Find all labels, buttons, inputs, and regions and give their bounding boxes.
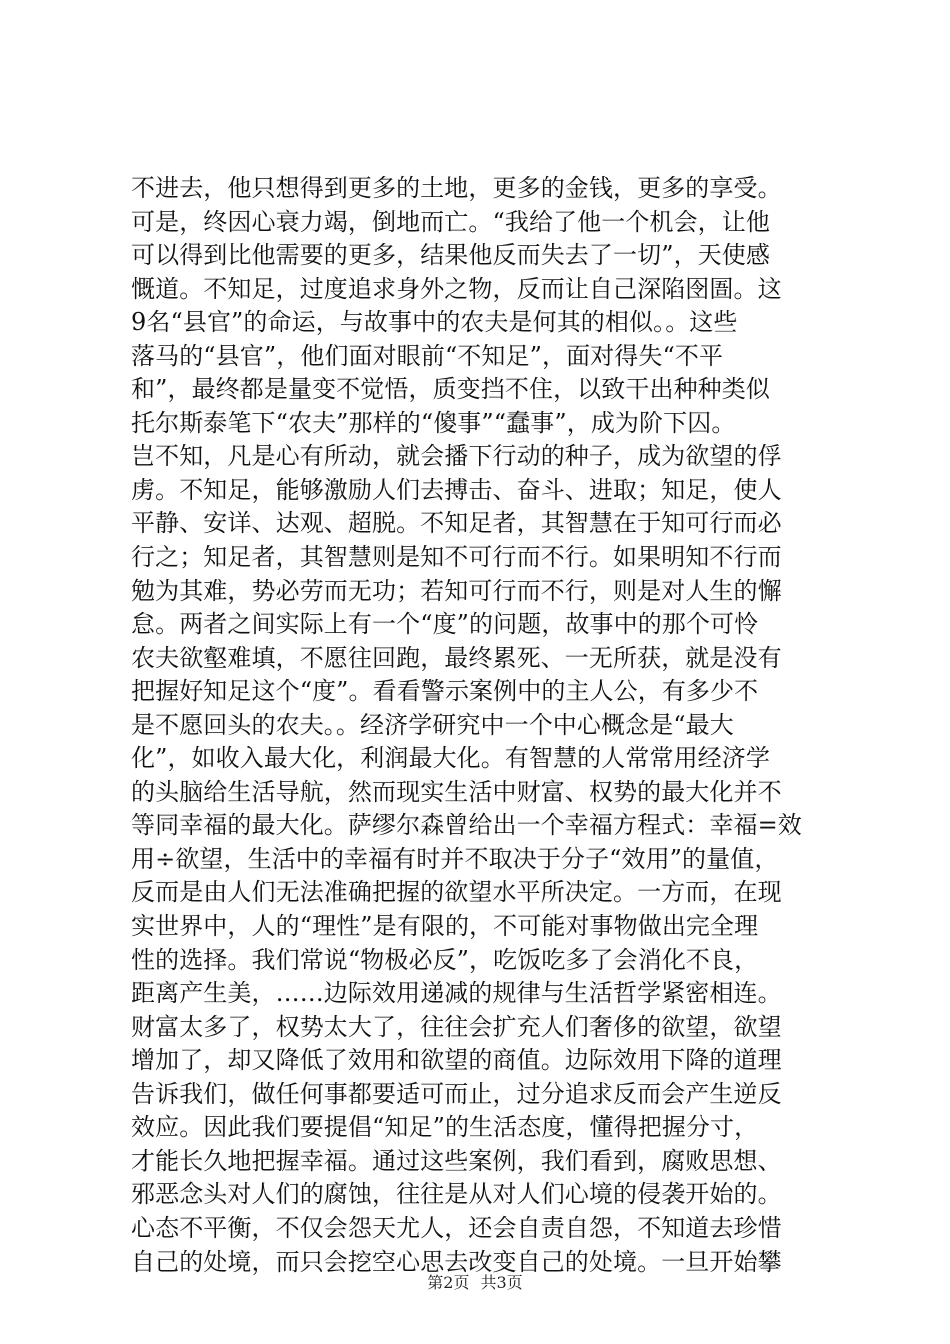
text-line: 增加了，却又降低了效用和欲望的商值。边际效用下降的道理	[131, 1046, 782, 1075]
text-line: 化”，如收入最大化，利润最大化。有智慧的人常常用经济学	[131, 744, 770, 773]
text-line: 怠。两者之间实际上有一个“度”的问题，故事中的那个可怜	[131, 610, 759, 639]
text-line: 农夫欲壑难填，不愿往回跑，最终累死、一无所获，就是没有	[131, 643, 782, 672]
text-line: 实世界中，人的“理性”是有限的，不可能对事物做出完全理	[131, 912, 759, 941]
text-line: 慨道。不知足，过度追求身外之物，反而让自己深陷囹圄。这	[131, 274, 782, 303]
text-line: 和”，最终都是量变不觉悟，质变挡不住，以致干出种种类似	[131, 375, 770, 404]
text-line: 性的选择。我们常说“物极必反”，吃饭吃多了会消化不良，	[131, 945, 759, 974]
text-line: 告诉我们，做任何事都要适可而止，过分追求反而会产生逆反	[131, 1079, 782, 1108]
page-number: 第2页	[427, 1273, 470, 1292]
text-line: 可以得到比他需要的更多，结果他反而失去了一切”，天使感	[131, 241, 770, 270]
text-line: 财富太多了，权势太大了，往往会扩充人们奢侈的欲望，欲望	[131, 1012, 782, 1041]
text-line: 勉为其难，势必劳而无功；若知可行而不行，则是对人生的懈	[131, 576, 782, 605]
text-line: 可是，终因心衰力竭，倒地而亡。“我给了他一个机会，让他	[131, 207, 770, 236]
text-line: 岂不知，凡是心有所动，就会播下行动的种子，成为欲望的俘	[131, 442, 782, 471]
text-line: 9名“县官”的命运，与故事中的农夫是何其的相似。。这些	[131, 308, 738, 337]
page-total: 共3页	[480, 1273, 523, 1292]
text-line: 的头脑给生活导航，然而现实生活中财富、权势的最大化并不	[131, 777, 782, 806]
text-line: 把握好知足这个“度”。看看警示案例中的主人公，有多少不	[131, 677, 759, 706]
text-line: 是不愿回头的农夫。。经济学研究中一个中心概念是“最大	[131, 710, 734, 739]
text-line: 用÷欲望，生活中的幸福有时并不取决于分子“效用”的量值，	[131, 844, 779, 873]
text-line: 才能长久地把握幸福。通过这些案例，我们看到，腐败思想、	[131, 1146, 782, 1175]
text-line: 自己的处境，而只会挖空心思去改变自己的处境。一旦开始攀	[131, 1247, 782, 1276]
page-footer	[0, 1270, 950, 1293]
text-line: 不进去，他只想得到更多的土地，更多的金钱，更多的享受。	[131, 174, 782, 202]
body-text	[131, 172, 831, 1279]
text-line: 虏。不知足，能够激励人们去搏击、奋斗、进取；知足，使人	[131, 475, 782, 504]
text-line: 反而是由人们无法准确把握的欲望水平所决定。一方而，在现	[131, 878, 782, 907]
text-line: 托尔斯泰笔下“农夫”那样的“傻事”“蠢事”，成为阶下囚。	[131, 408, 736, 437]
text-line: 平静、安详、达观、超脱。不知足者，其智慧在于知可行而必	[131, 509, 782, 538]
text-line: 效应。因此我们要提倡“知足”的生活态度，懂得把握分寸，	[131, 1113, 759, 1142]
text-line: 心态不平衡，不仅会怨天尤人，还会自责自怨，不知道去珍惜	[131, 1213, 782, 1242]
text-line: 邪恶念头对人们的腐蚀，往往是从对人们心境的侵袭开始的。	[131, 1180, 782, 1209]
text-line: 行之；知足者，其智慧则是知不可行而不行。如果明知不行而	[131, 543, 782, 572]
text-line: 等同幸福的最大化。萨缪尔森曾给出一个幸福方程式：幸福=效	[131, 811, 802, 840]
text-line: 距离产生美，……边际效用递减的规律与生活哲学紧密相连。	[131, 979, 782, 1008]
text-line: 落马的“县官”，他们面对眼前“不知足”，面对得失“不平	[131, 341, 724, 370]
